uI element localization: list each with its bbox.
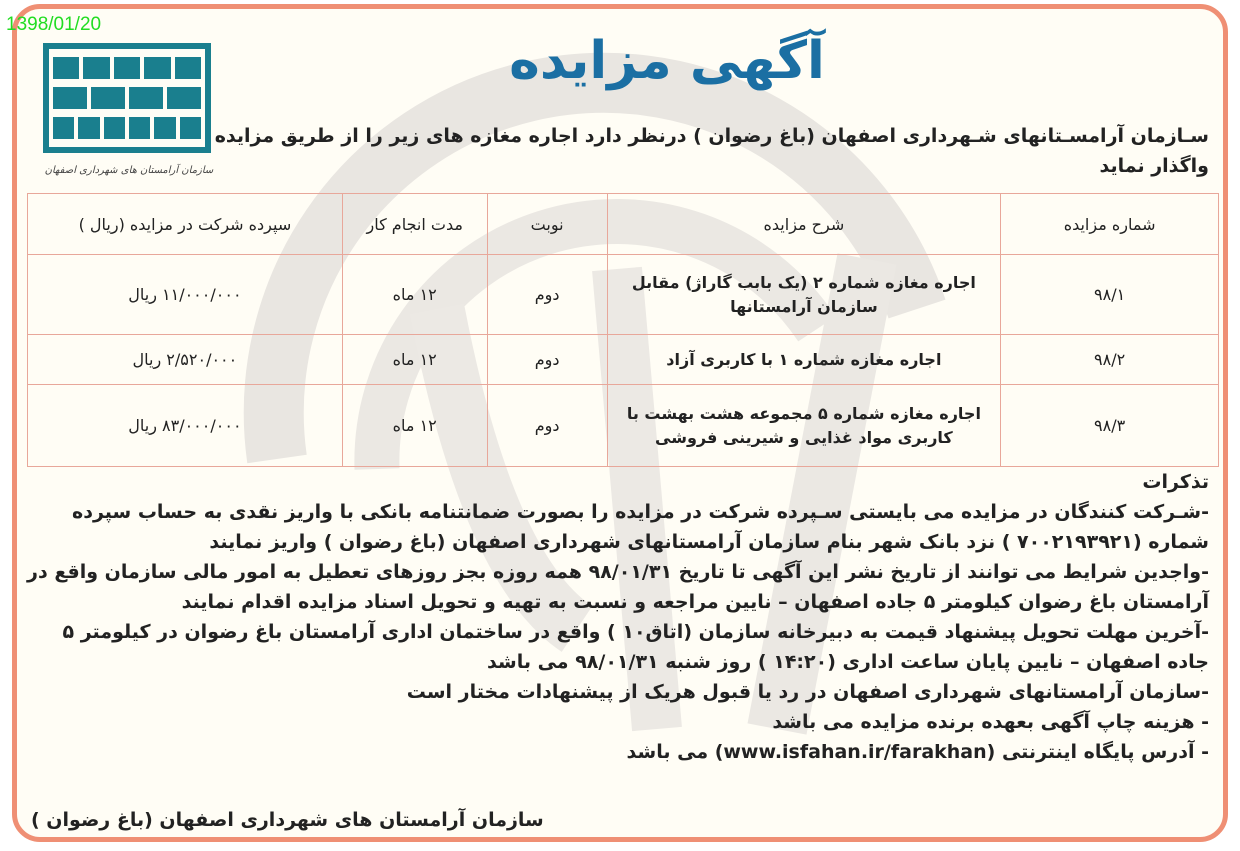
cell-number: ۹۸/۲ bbox=[1001, 335, 1219, 385]
note-item: -واجدین شرایط می توانند از تاریخ نشر این آگهی تا تاریخ ۹۸/۰۱/۳۱ همه روزه بجز روزهای تعطیل به امور مالی سازمان واقع در آرامستان باغ رضوان کیلومتر ۵ جاده اصفهان – نایین مراجعه و نسبت به تهیه و تحویل اسناد مزایده اقدام نمایند bbox=[27, 561, 1209, 613]
header-number: شماره مزایده bbox=[1001, 194, 1219, 255]
note-item-website: - آدرس پایگاه اینترنتی (www.isfahan.ir/farakhan) می باشد bbox=[626, 741, 1209, 763]
notes-heading: تذکرات bbox=[1142, 471, 1209, 493]
cell-duration: ۱۲ ماه bbox=[342, 255, 487, 335]
note-item: - هزینه چاپ آگهی بعهده برنده مزایده می باشد bbox=[772, 711, 1209, 733]
logo-caption: سازمان آرامستان های شهرداری اصفهان bbox=[44, 165, 214, 176]
signature: سازمان آرامستان های شهرداری اصفهان (باغ رضوان ) bbox=[31, 809, 544, 831]
cell-number: ۹۸/۱ bbox=[1001, 255, 1219, 335]
note-item: -سازمان آرامستانهای شهرداری اصفهان در رد یا قبول هریک از پیشنهادات مختار است bbox=[406, 681, 1209, 703]
cell-deposit: ۸۳/۰۰۰/۰۰۰ ریال bbox=[28, 385, 343, 467]
table-header-row bbox=[28, 194, 1219, 255]
note-item: -شـرکت کنندگان در مزایده می بایستی سـپرده شرکت در مزایده را بصورت ضمانتنامه بانکی با واریز نقدی به حساب سپرده شماره (۷۰۰۲۱۹۳۹۲۱ ) نزد بانک شهر بنام سازمان آرامستانهای شهرداری اصفهان (باغ رضوان ) واریز نمایند bbox=[71, 501, 1209, 553]
header-description: شرح مزایده bbox=[607, 194, 1001, 255]
cell-deposit: ۲/۵۲۰/۰۰۰ ریال bbox=[28, 335, 343, 385]
header-deposit: سپرده شرکت در مزایده (ریال ) bbox=[28, 194, 343, 255]
cell-round: دوم bbox=[487, 335, 607, 385]
cell-round: دوم bbox=[487, 385, 607, 467]
notice-title: آگهی مزایده bbox=[509, 31, 825, 91]
auction-table bbox=[27, 193, 1219, 467]
notice-frame bbox=[12, 4, 1228, 842]
table-row bbox=[28, 255, 1219, 335]
cell-number: ۹۸/۳ bbox=[1001, 385, 1219, 467]
organization-logo bbox=[43, 43, 211, 153]
notes-section bbox=[19, 467, 1209, 767]
cell-description: اجاره مغازه شماره ۲ (یک بابب گاراژ) مقابل سازمان آرامستانها bbox=[607, 255, 1001, 335]
cell-duration: ۱۲ ماه bbox=[342, 385, 487, 467]
header-duration: مدت انجام کار bbox=[342, 194, 487, 255]
note-item: -آخرین مهلت تحویل پیشنهاد قیمت به دبیرخانه سازمان (اتاق۱۰ ) واقع در ساختمان اداری آرامستان باغ رضوان در کیلومتر ۵ جاده اصفهان – نایین پایان ساعت اداری (۱۴:۲۰ ) روز شنبه ۹۸/۰۱/۳۱ می باشد bbox=[62, 621, 1209, 673]
table-row bbox=[28, 385, 1219, 467]
date-stamp: 1398/01/20 bbox=[6, 14, 102, 35]
cell-deposit: ۱۱/۰۰۰/۰۰۰ ریال bbox=[28, 255, 343, 335]
intro-text: سـازمان آرامسـتانهای شـهرداری اصفهان (باغ رضوان ) درنظر دارد اجاره مغازه های زیر را از طریق مزایده واگذار نماید bbox=[214, 125, 1209, 177]
cell-duration: ۱۲ ماه bbox=[342, 335, 487, 385]
cell-description: اجاره مغازه شماره ۱ با کاربری آزاد bbox=[607, 335, 1001, 385]
table-row bbox=[28, 335, 1219, 385]
cell-round: دوم bbox=[487, 255, 607, 335]
header-round: نوبت bbox=[487, 194, 607, 255]
cell-description: اجاره مغازه شماره ۵ مجموعه هشت بهشت با کاربری مواد غذایی و شیرینی فروشی bbox=[607, 385, 1001, 467]
